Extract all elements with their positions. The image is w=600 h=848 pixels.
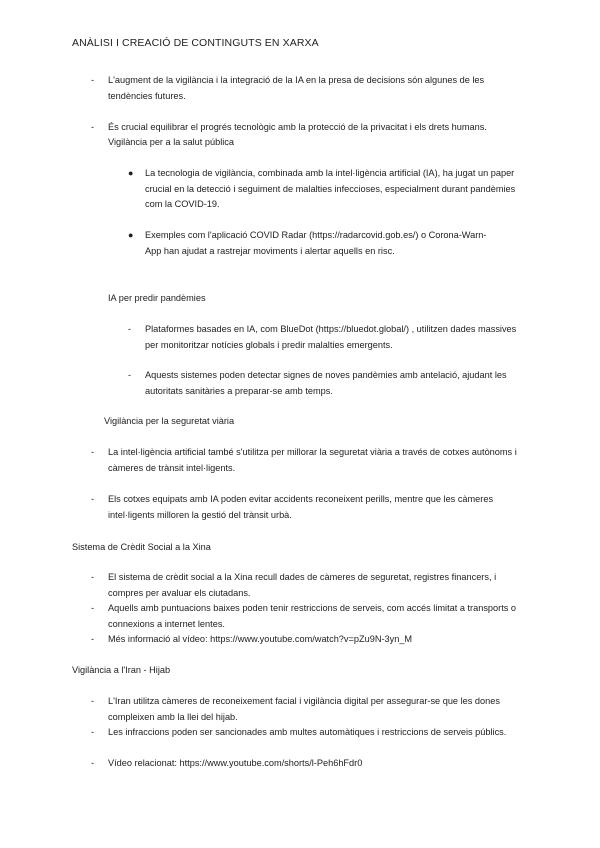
iran-item: Vídeo relacionat: https://www.youtube.com/shorts/l-Peh6hFdr0 — [108, 758, 363, 768]
pandemic-heading: IA per predir pandèmies — [108, 293, 206, 303]
dash-marker: - — [128, 370, 132, 380]
bullet-marker: ● — [128, 230, 134, 240]
iran-item: L'Iran utilitza càmeres de reconeixement facial i vigilància digital per assegurar-se que les dones compleixen amb la llei del hijab. — [108, 696, 500, 722]
health-heading: Vigilància per a la salut pública — [108, 137, 234, 147]
health-bullet: La tecnologia de vigilància, combinada amb la intel·ligència artificial (IA), ha jugat un paper crucial en la detecció i seguiment de malalties infeccioses, especialment durant pandèmies com la COVID-19. — [145, 168, 516, 209]
dash-marker: - — [128, 324, 132, 334]
road-item: Els cotxes equipats amb IA poden evitar accidents reconeixent perills, mentre que les càmeres intel·ligents milloren la gestió del trànsit urbà. — [108, 494, 494, 520]
health-bullet: Exemples com l'aplicació COVID Radar (https://radarcovid.gob.es/) o Corona-Warn-App han ajudat a rastrejar moviments i alertar aquells en risc. — [145, 230, 487, 256]
pandemic-item: Aquests sistemes poden detectar signes de noves pandèmies amb antelació, ajudant les autoritats sanitàries a preparar-se amb temps. — [145, 370, 507, 396]
china-item: Més informació al vídeo: https://www.youtube.com/watch?v=pZu9N-3yn_M — [108, 634, 413, 644]
road-item: La intel·ligència artificial també s'utilitza per millorar la seguretat viària a través de cotxes autònoms i càmeres de trànsit intel·ligents. — [108, 447, 517, 473]
dash-marker: - — [91, 603, 95, 613]
dash-marker: - — [91, 447, 95, 457]
dash-marker: - — [91, 494, 95, 504]
dash-marker: - — [91, 572, 95, 582]
dash-marker: - — [91, 758, 95, 768]
dash-marker: - — [91, 634, 95, 644]
dash-marker: - — [91, 727, 95, 737]
intro-item: L'augment de la vigilància i la integració de la IA en la presa de decisions són algunes de les tendències futures. — [108, 75, 485, 101]
dash-marker: - — [91, 75, 95, 85]
intro-item: És crucial equilibrar el progrés tecnològic amb la protecció de la privacitat i els drets humans. — [108, 122, 487, 132]
dash-marker: - — [91, 696, 95, 706]
pandemic-item: Plataformes basades en IA, com BlueDot (https://bluedot.global/) , utilitzen dades massives per monitoritzar notícies globals i predir malalties emergents. — [145, 324, 517, 350]
dash-marker: - — [91, 122, 95, 132]
china-item: El sistema de crèdit social a la Xina recull dades de càmeres de seguretat, registres financers, i compres per avaluar els ciutadans. — [108, 572, 497, 598]
iran-item: Les infraccions poden ser sancionades amb multes automàtiques i restriccions de serveis públics. — [108, 727, 507, 737]
china-heading: Sistema de Crèdit Social a la Xina — [72, 542, 211, 552]
document-title: ANÀLISI I CREACIÓ DE CONTINGUTS EN XARXA — [72, 37, 319, 49]
china-item: Aquells amb puntuacions baixes poden tenir restriccions de serveis, com accés limitat a transports o connexions a internet lentes. — [108, 603, 517, 629]
iran-heading: Vigilància a l'Iran - Hijab — [72, 665, 171, 675]
bullet-marker: ● — [128, 168, 134, 178]
road-heading: Vigilància per la seguretat viària — [104, 416, 235, 426]
